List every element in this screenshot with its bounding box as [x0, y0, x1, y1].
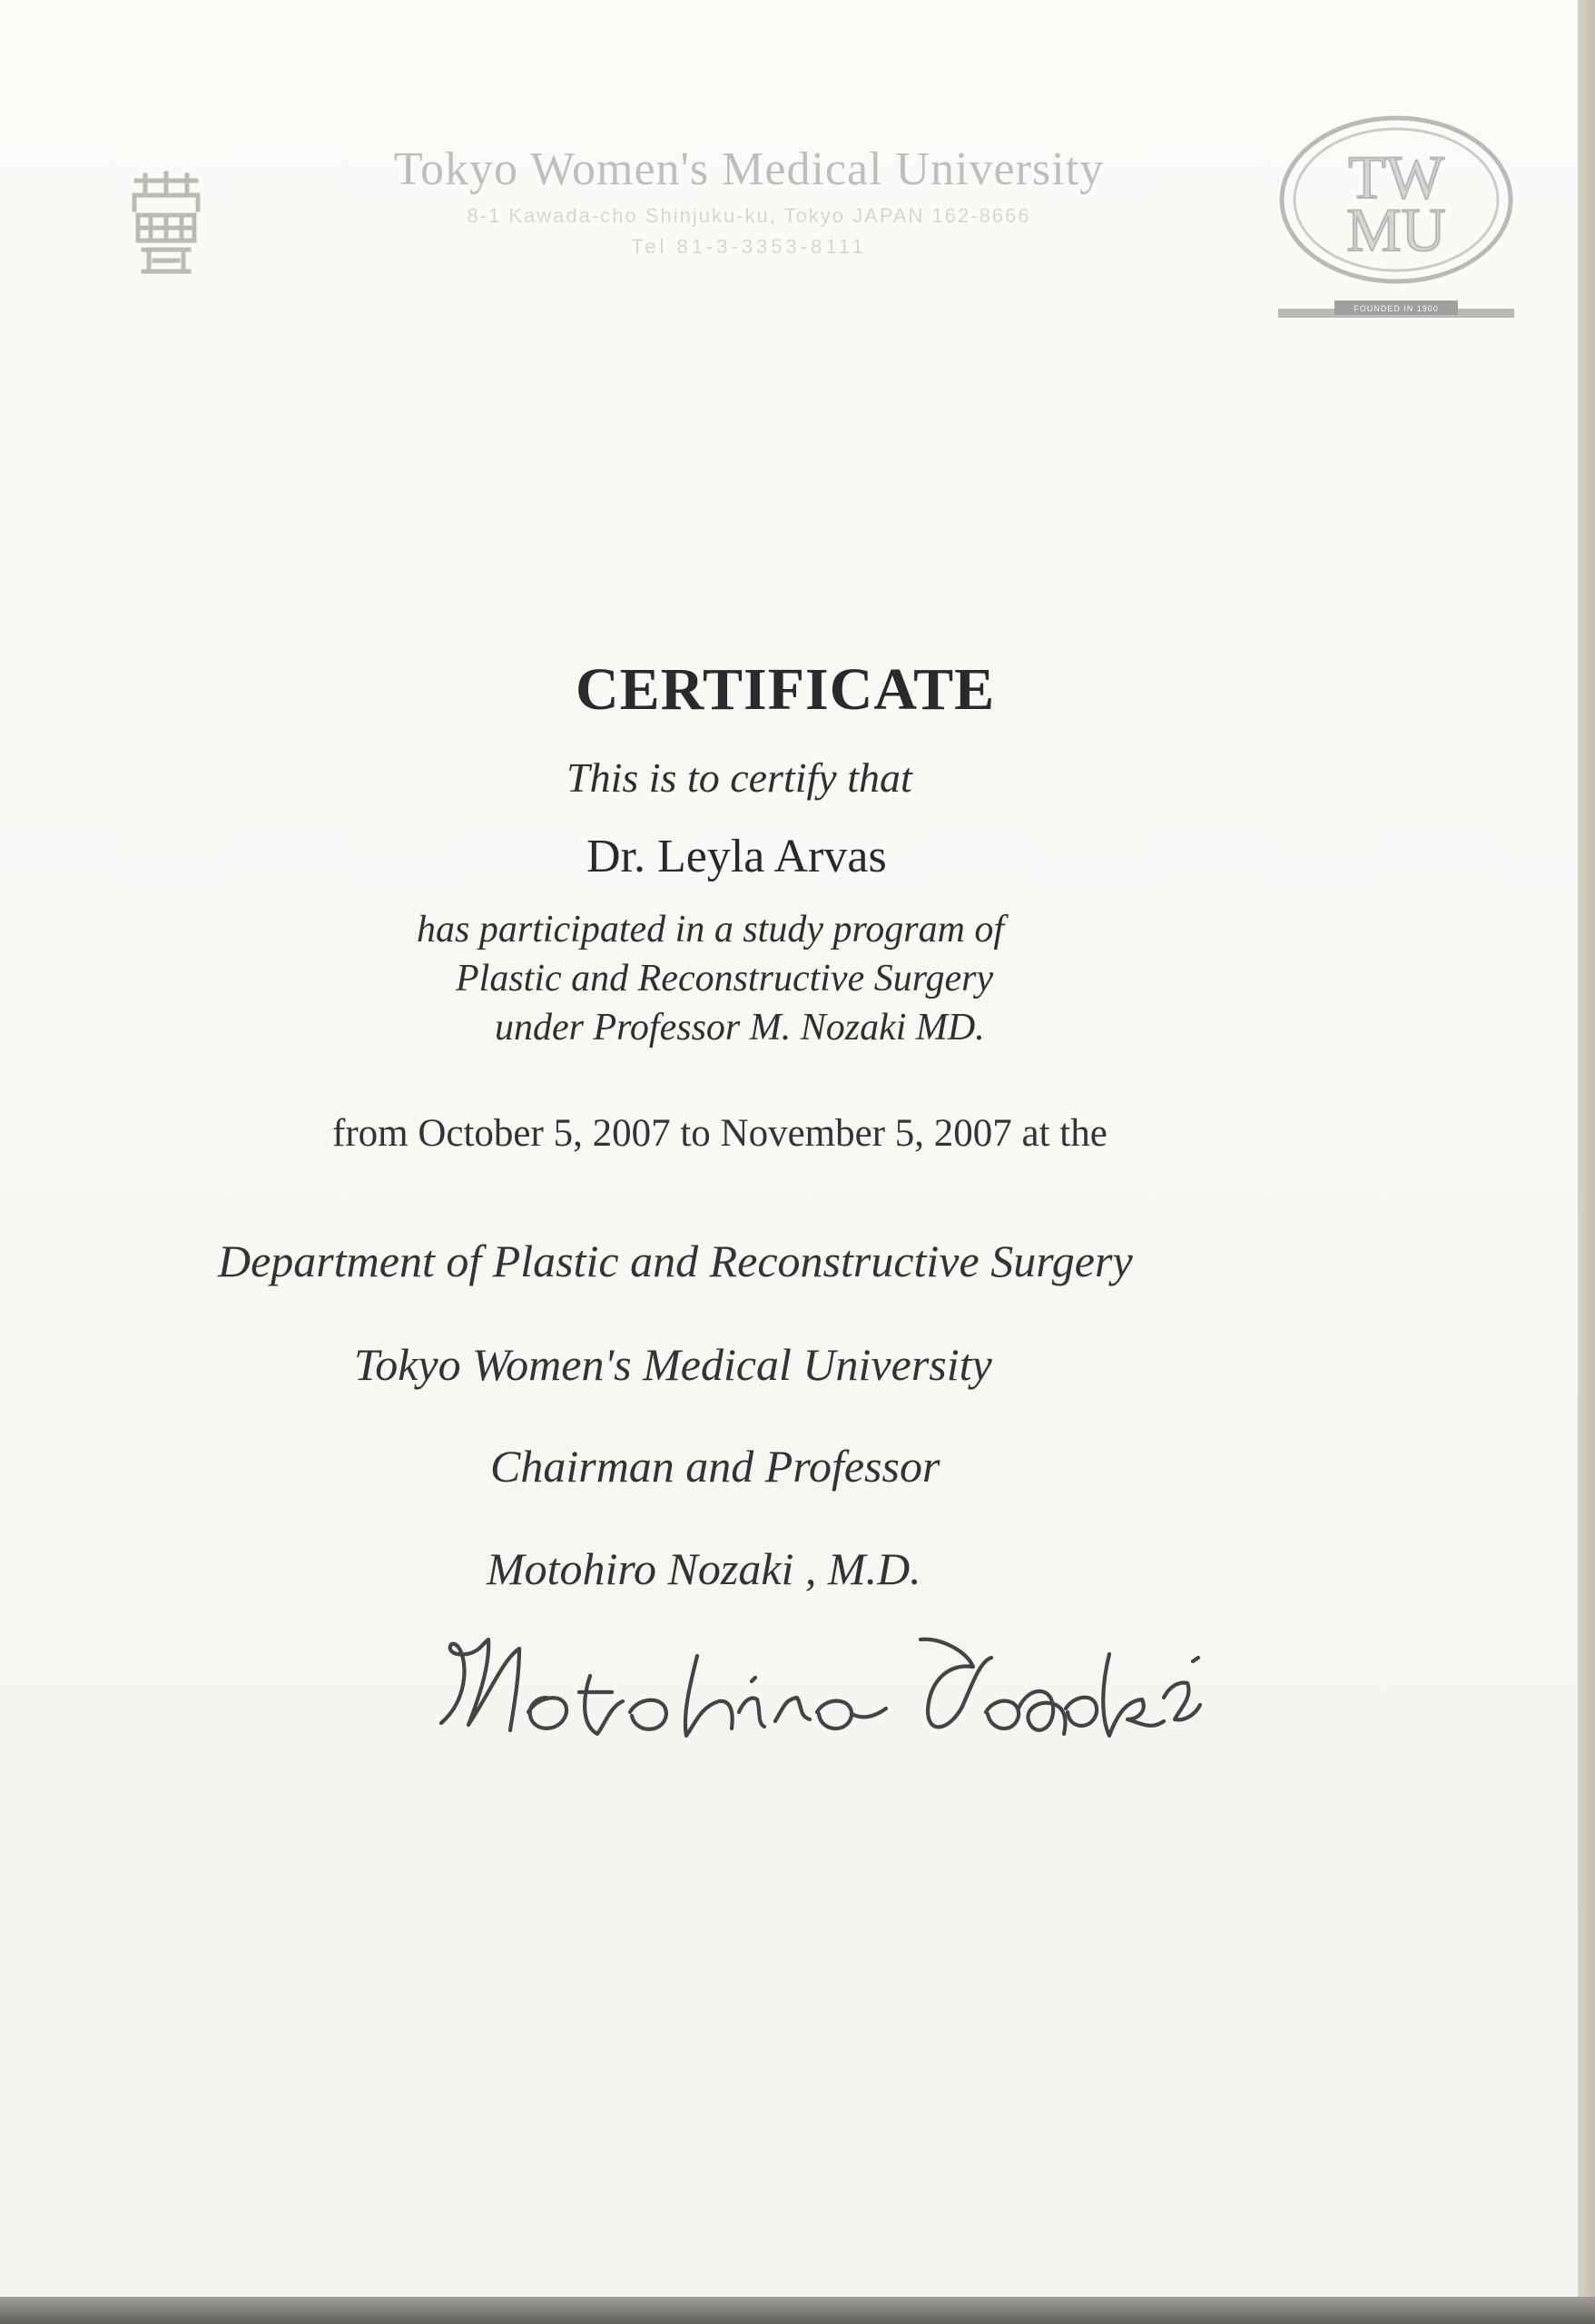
program-line-1: has participated in a study program of — [417, 909, 1005, 950]
letterhead-university-name: Tokyo Women's Medical University — [393, 143, 1105, 195]
recipient-name: Dr. Leyla Arvas — [586, 831, 887, 882]
signatory-title: Chairman and Professor — [490, 1441, 940, 1492]
logo-text-bottom: MU — [1346, 195, 1446, 264]
certificate-title: CERTIFICATE — [576, 656, 996, 724]
paper-right-edge — [1578, 0, 1595, 2324]
program-line-2: Plastic and Reconstructive Surgery — [456, 958, 994, 1000]
logo-caption: FOUNDED IN 1900 — [1354, 304, 1439, 313]
signatory-name: Motohiro Nozaki , M.D. — [487, 1543, 921, 1594]
department-name: Department of Plastic and Reconstructive Surgery — [218, 1236, 1133, 1286]
handwritten-signature — [425, 1618, 1206, 1754]
logo-text-top: TW — [1348, 143, 1444, 212]
letterhead — [272, 143, 1226, 259]
study-period: from October 5, 2007 to November 5, 2007 at the — [332, 1112, 1108, 1155]
letterhead-phone: Tel 81-3-3353-8111 — [631, 235, 867, 259]
program-line-3: under Professor M. Nozaki MD. — [495, 1007, 985, 1049]
university-emblem-icon — [127, 170, 205, 279]
letterhead-address: 8-1 Kawada-cho Shinjuku-ku, Tokyo JAPAN 162-8666 — [467, 204, 1031, 228]
twmu-logo — [1271, 102, 1521, 325]
certify-line: This is to certify that — [566, 754, 912, 801]
university-name: Tokyo Women's Medical University — [354, 1339, 992, 1390]
paper-bottom-edge — [0, 2297, 1595, 2324]
